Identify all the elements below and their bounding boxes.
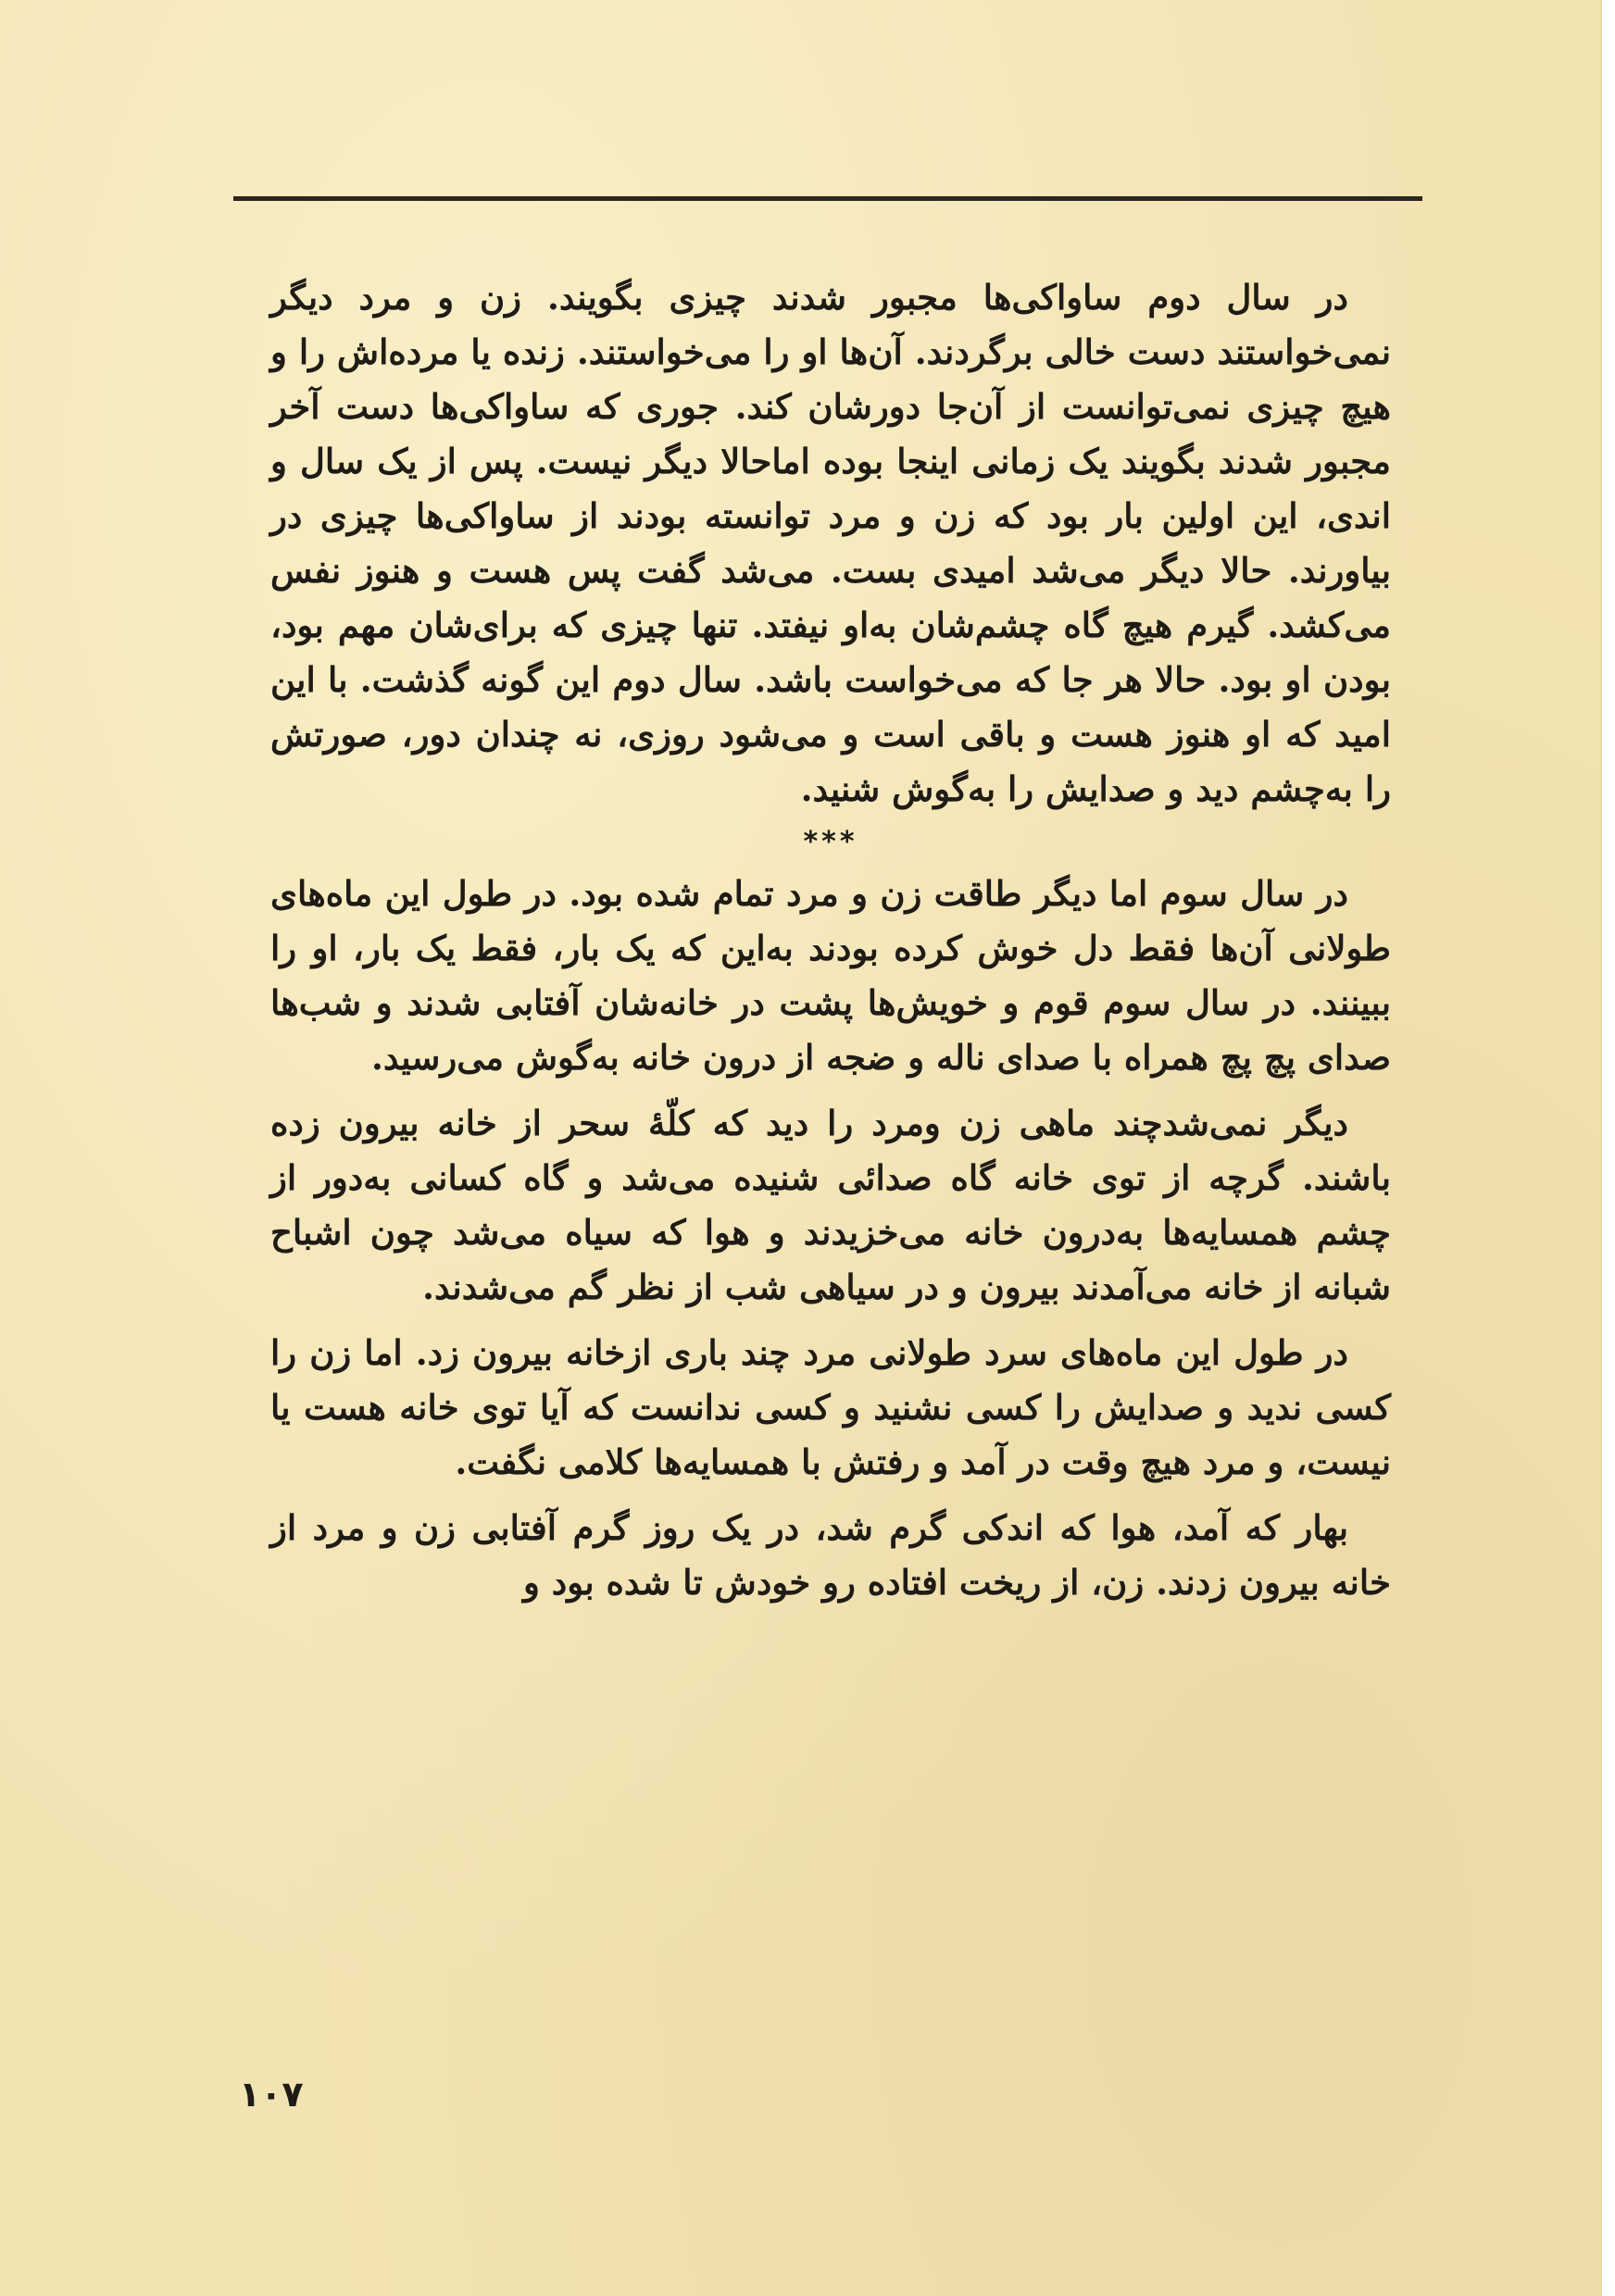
paragraph-1: در سال دوم ساواکی‌ها مجبور شدند چیزی بگویند. زن و مرد دیگر نمی‌خواستند دست خالی برگردند. آن‌ها او را می‌خواستند. زنده یا مرده‌اش را و هیچ چیزی نمی‌توانست از آن‌جا دورشان کند. جوری که ساواکی‌ها دست آخر مجبور شدند بگویند یک زمانی اینجا بوده اماحالا دیگر نیست. پس از یک سال و اندی، این اولین بار بود که زن و مرد توانسته بودند از ساواکی‌ها چیزی در بیاورند. حالا دیگر می‌شد امیدی بست. می‌شد گفت پس هست و هنوز نفس می‌کشد. گیرم هیچ گاه چشم‌شان به‌او نیفتد. تنها چیزی که برای‌شان مهم بود، بودن او بود. حالا هر جا که می‌خواست باشد. سال دوم این گونه گذشت. با این امید که او هنوز هست و باقی است و می‌شود روزی، نه چندان دور، صورتش را به‌چشم دید و صدایش را به‌گوش شنید. (270, 277, 1391, 809)
paragraph-4: در طول این ماه‌های سرد طولانی مرد چند باری ازخانه بیرون زد. اما زن را کسی ندید و صدایش را کسی نشنید و کسی ندانست که آیا توی خانه هست یا نیست، و مرد هیچ وقت در آمد و رفتش با همسایه‌ها کلامی نگفت. (270, 1332, 1391, 1482)
paragraph-2: در سال سوم اما دیگر طاقت زن و مرد تمام شده بود. در طول این ماه‌های طولانی آن‌ها فقط دل خوش کرده بودند به‌این که یک بار، فقط یک بار، او را ببینند. در سال سوم قوم و خویش‌ها پشت در خانه‌شان آفتابی شدند و شب‌ها صدای پچ پچ همراه با صدای ناله و ضجه از درون خانه به‌گوش می‌رسید. (270, 873, 1391, 1078)
section-separator: *** (803, 826, 858, 858)
paragraph-3: دیگر نمی‌شدچند ماهی زن ومرد را دید که کلّهٔ سحر از خانه بیرون زده باشند. گرچه از توی خانه گاه صدائی شنیده می‌شد و گاه کسانی به‌دور از چشم همسایه‌ها به‌درون خانه می‌خزیدند و هوا که سیاه می‌شد چون اشباح شبانه از خانه می‌آمدند بیرون و در سیاهی شب از نظر گم می‌شدند. (270, 1103, 1391, 1307)
body-text (270, 270, 1391, 1610)
header-rule (233, 196, 1422, 201)
paragraph-5: بهار که آمد، هوا که اندکی گرم شد، در یک روز گرم آفتابی زن و مرد از خانه بیرون زدند. زن، از ریخت افتاده رو خودش تا شده بود و (270, 1507, 1391, 1603)
page-number: ۱۰۷ (239, 2074, 304, 2115)
